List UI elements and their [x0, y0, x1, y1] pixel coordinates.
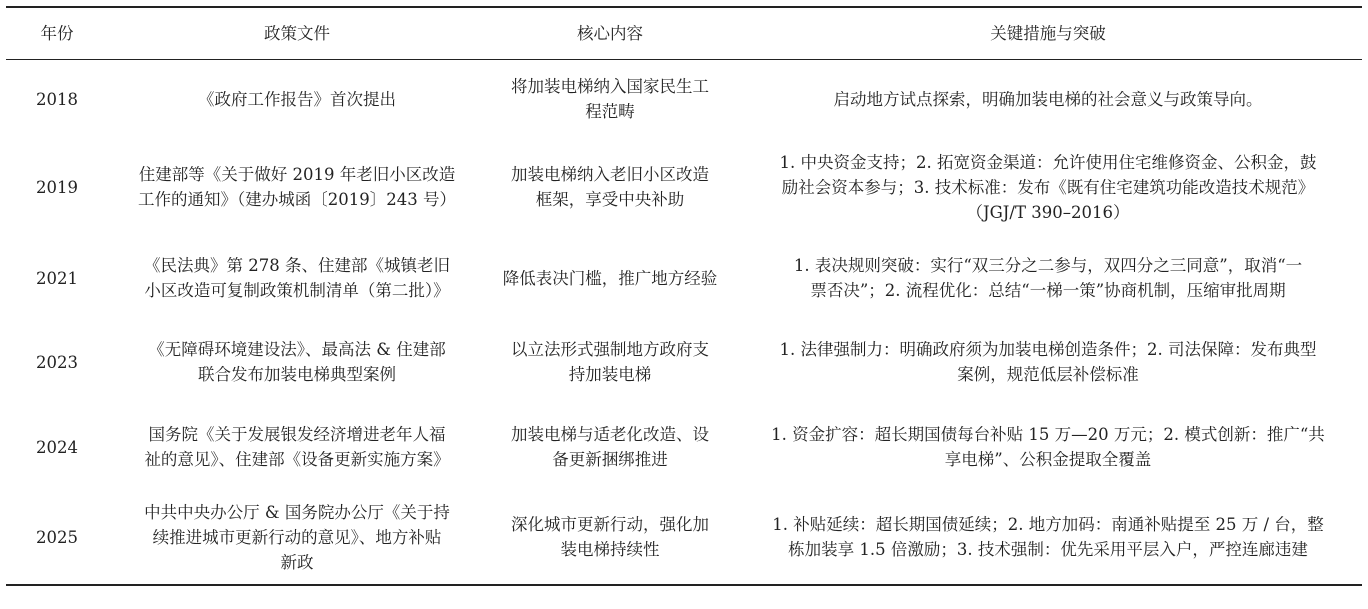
header-policy: 政策文件 [108, 7, 486, 60]
table-row [6, 490, 1362, 585]
cell-line: 享电梯”、公积金提取全覆盖 [944, 450, 1152, 469]
table-row [6, 60, 1362, 139]
cell-policy [108, 490, 486, 585]
cell-line: 续推进城市更新行动的意见》、地方补贴 [152, 527, 442, 547]
cell-line: 深化城市更新行动，强化加 [511, 515, 709, 534]
cell-line: 《民法典》第 278 条、住建部《城镇老旧 [144, 256, 450, 275]
table-header [6, 7, 1362, 60]
cell-core [486, 490, 734, 585]
cell-line: 持加装电梯 [568, 365, 652, 384]
cell-line: 1. 资金扩容：超长期国债每台补贴 15 万—20 万元；2. 模式创新：推广“共 [771, 425, 1325, 444]
cell-line: 程范畴 [585, 102, 635, 121]
cell-line: （JGJ/T 390–2016） [966, 202, 1130, 222]
cell-policy [108, 138, 486, 236]
cell-line: 中共中央办公厅 & 国务院办公厅《关于持 [144, 502, 450, 522]
cell-year: 2018 [36, 89, 78, 109]
cell-line: 小区改造可复制政策机制清单（第二批）》 [144, 281, 450, 300]
cell-year: 2019 [36, 177, 78, 197]
cell-line: 将加装电梯纳入国家民生工 [511, 77, 709, 96]
header-year: 年份 [6, 7, 108, 60]
cell-line: 备更新捆绑推进 [552, 450, 668, 469]
cell-line: 联合发布加装电梯典型案例 [198, 365, 396, 384]
cell-line: 1. 法律强制力：明确政府须为加装电梯创造条件；2. 司法保障：发布典型 [779, 340, 1317, 359]
cell-line: 降低表决门槛，推广地方经验 [502, 268, 718, 288]
cell-policy [108, 60, 486, 139]
cell-line: 工作的通知》（建办城函〔2019〕243 号） [138, 190, 456, 209]
cell-line: 票否决”；2. 流程优化：总结“一梯一策”协商机制，压缩审批周期 [810, 281, 1286, 300]
cell-measures [734, 236, 1362, 320]
cell-line: 1. 中央资金支持；2. 拓宽资金渠道：允许使用住宅维修资金、公积金，鼓 [779, 152, 1317, 172]
table-row [6, 404, 1362, 490]
cell-policy [108, 236, 486, 320]
cell-line: 励社会资本参与；3. 技术标准：发布《既有住宅建筑功能改造技术规范》 [781, 177, 1315, 197]
cell-line: 装电梯持续性 [560, 540, 660, 559]
header-measures: 关键措施与突破 [734, 7, 1362, 60]
policy-table [6, 6, 1362, 586]
cell-year: 2021 [36, 268, 78, 288]
header-core: 核心内容 [486, 7, 734, 60]
cell-line: 祉的意见》、住建部《设备更新实施方案》 [144, 450, 450, 469]
cell-policy [108, 404, 486, 490]
cell-core [486, 60, 734, 139]
cell-line: 《政府工作报告》首次提出 [198, 89, 396, 109]
cell-line: 1. 表决规则突破：实行“双三分之二参与，双四分之三同意”，取消“一 [793, 256, 1303, 275]
header-row [6, 7, 1362, 60]
cell-measures [734, 490, 1362, 585]
cell-line: 1. 补贴延续：超长期国债延续；2. 地方加码：南通补贴提至 25 万 / 台，整 [772, 515, 1324, 534]
cell-line: 以立法形式强制地方政府支 [511, 340, 709, 359]
cell-line: 框架，享受中央补助 [535, 190, 685, 209]
cell-core [486, 320, 734, 404]
cell-line: 新政 [280, 552, 314, 572]
cell-year: 2024 [36, 437, 78, 457]
cell-policy [108, 320, 486, 404]
cell-core [486, 138, 734, 236]
table-row [6, 236, 1362, 320]
cell-core [486, 236, 734, 320]
cell-measures [734, 138, 1362, 236]
cell-line: 加装电梯纳入老旧小区改造 [511, 165, 709, 184]
cell-line: 《无障碍环境建设法》、最高法 & 住建部 [148, 340, 446, 359]
cell-line: 国务院《关于发展银发经济增进老年人福 [148, 425, 446, 444]
cell-line: 住建部等《关于做好 2019 年老旧小区改造 [138, 165, 456, 184]
cell-line: 加装电梯与适老化改造、设 [511, 425, 709, 444]
cell-core [486, 404, 734, 490]
cell-measures [734, 404, 1362, 490]
cell-measures [734, 320, 1362, 404]
cell-year: 2023 [36, 352, 78, 372]
table-body [6, 60, 1362, 586]
cell-line: 栋加装享 1.5 倍激励；3. 技术强制：优先采用平层入户，严控连廊违建 [788, 540, 1308, 559]
cell-line: 案例，规范低层补偿标准 [957, 365, 1139, 384]
cell-year: 2025 [6, 490, 108, 585]
cell-measures [734, 60, 1362, 139]
table-row [6, 138, 1362, 236]
table-row [6, 320, 1362, 404]
cell-line: 启动地方试点探索，明确加装电梯的社会意义与政策导向。 [833, 89, 1263, 109]
